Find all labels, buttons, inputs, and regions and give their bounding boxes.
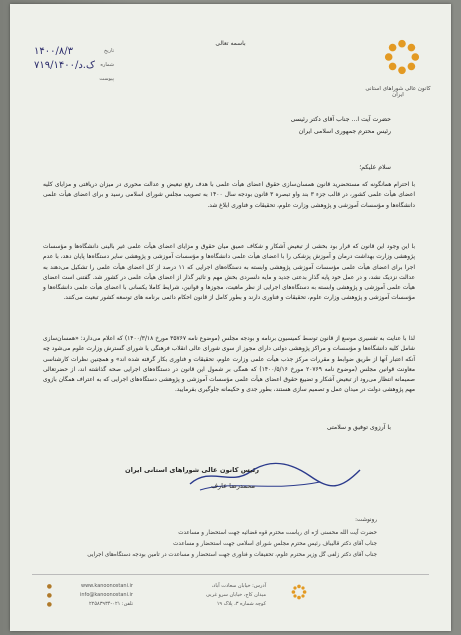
number-label: شماره <box>100 62 114 68</box>
date-value: ۱۴۰۰/۸/۳ <box>34 45 73 57</box>
cc-item: حضرت آیت الله محسنی اژه ای ریاست محترم قوه قضائیه جهت استحضار و مساعدت <box>178 530 377 536</box>
phone-icon: ● <box>46 601 52 608</box>
paragraph-1: با احترام همانگونه که مستحضرید قانون همسان‌سازی حقوق اعضای هیأت علمی با هدف رفع تبعیض و عدالت محوری در میزان دریافتی و مزایای کلیه اعضای هیأت علمی کشور، در قالب جزء ۳ بند واو تبصره ۳ قانون بودجه سال ۱۴۰۰ به تصویب مجلس شورای اسلامی رسید و برای اعضای هیأت علمی دانشگاه‌ها و مؤسسات آموزشی و پژوهشی وزارت علوم، تحقیقات و فناوری ابلاغ شد. <box>43 182 415 209</box>
footer-address <box>206 582 266 609</box>
letter-sheet <box>10 4 451 631</box>
footer-address-line: کوچه شماره ۳، پلاک ۱۹ <box>216 601 266 607</box>
footer-phone: تلفن: ۰۲۱-۲۲۵۸۳۹۳۴ <box>88 601 133 607</box>
signatory-name: محمدرضا عارف <box>211 482 255 490</box>
signature-scribble <box>170 456 370 496</box>
signatory-title: رئیس کانون عالی شوراهای استانی ایران <box>125 466 259 474</box>
footer-website: www.kanoonostani.ir <box>80 583 133 589</box>
globe-icon: ● <box>46 583 52 590</box>
cc-item: جناب آقای دکتر قالیباف رئیس محترم مجلس شورای اسلامی جهت استحضار و مساعدت <box>173 541 377 547</box>
date-label: تاریخ <box>104 48 114 54</box>
footer-address-line: آدرس: خیابان سعادت آباد، <box>211 583 266 589</box>
footer-logo-icon <box>291 584 307 600</box>
greeting: سلام علیکم؛ <box>359 164 391 171</box>
footer-contact <box>80 582 133 609</box>
attachment-label: پیوست <box>99 76 114 82</box>
cc-heading: رونوشت: <box>355 517 377 523</box>
org-name: کانون عالی شوراهای استانی ایران <box>365 86 431 98</box>
footer-contact-icons <box>44 582 52 609</box>
letter-meta <box>34 44 114 86</box>
addressee-line-2: رئیس محترم جمهوری اسلامی ایران <box>298 128 391 135</box>
paragraph-3: لذا با عنایت به تفسیری موسع از قانون توسط کمیسیون برنامه و بودجه مجلس (موضوع نامه ۳۵۷۶۷ مورخ ۱۴۰۰/۳/۱۸) که اعلام می‌دارد: «همسان‌سازی شامل کلیه دانشگاه‌ها و مؤسسات و مراکز پژوهشی دولتی دارای مجوز از سوی شورای عالی انقلاب فرهنگی یا شورای گسترش وزارت علوم می‌شود چه آنکه اعتبار آنها از طریق ضوابط و مقررات مرکز جذب هیأت علمی وزارت علوم، تحقیقات و فناوری بکار گرفته شده اند» و همچنین نظرات کارشناسی معاونت قوانین مجلس (موضوع نامه ۲۰۷۶۹ مورخ ۱۴۰۰/۵/۱۶) که همگی بر شمول این قانون در دستگاه‌های اجرایی صحه گذاشته اند، از حضرتعالی صمیمانه انتظار می‌رود از تبعیض آشکار و تضییع حقوق اعضای هیأت علمی مؤسسات آموزشی و پژوهشی دستگاه‌های اجرایی که به اعتراف همگان بازوی مهم پژوهشی دولت در میدان عمل و تصمیم سازی هستند، بطور جدی و حکیمانه جلوگیری بفرمایید. <box>43 336 415 394</box>
bismillah: باسمه تعالی <box>215 40 246 47</box>
mail-icon: ● <box>46 592 52 599</box>
footer-address-line: میدان کاج، خیابان سرو غربی <box>206 592 266 598</box>
cc-item: جناب آقای دکتر زلفی گل وزیر محترم علوم، تحقیقات و فناوری جهت استحضار و مساعدت در تامین بودجه دستگاه‌های اجرایی <box>87 552 377 558</box>
closing-wish: با آرزوی توفیق و سلامتی <box>326 424 391 431</box>
footer-divider <box>32 574 429 575</box>
number-value: ۷۱۹/۱۴۰۰/ک.د <box>34 59 95 71</box>
paragraph-2: با این وجود این قانون که قرار بود بخشی از تبعیض آشکار و شکاف عمیق میان حقوق و مزایای اعضای هیأت علمی غیر بالینی دانشگاه‌ها و مؤسسات پژوهشی وزارت بهداشت درمان و آموزش پزشکی را با اعضای هیأت علمی دانشگاه‌ها و مؤسسات آموزشی و پژوهشی سایر دستگاه‌ها پایان دهد، با عدم اجرا برای اعضای هیأت علمی مؤسسات آموزشی پژوهشی وابسته به دستگاه‌های اجرایی که ۱۱ درصد از کل اعضای هیأت علمی را تشکیل می‌دهند به عدالت نزدیک نشد، و در عمل خود پایه گذار بدعتی جدید و مایه دلسردی بخش مهم و تاثیر گذار از اعضای هیأت علمی در کشور شد. گفتنی است اعضای هیأت علمی آموزشی و پژوهشی وابسته به دستگاه‌های اجرایی از نظر ماهیت، مجوزها و قوانین، شرایط کاملا یکسانی با اعضای هیأت علمی دانشگاه‌ها و مؤسسات آموزشی و پژوهشی وزارت علوم، تحقیقات و فناوری دارند و بطور کامل از قانون احکام دائمی برنامه های توسعه کشور تبعیت می‌کنند. <box>43 244 415 302</box>
addressee-line-1: حضرت آیت ا... جناب آقای دکتر رئیسی <box>290 116 391 123</box>
footer-email: info@kanoonostani.ir <box>80 592 133 598</box>
